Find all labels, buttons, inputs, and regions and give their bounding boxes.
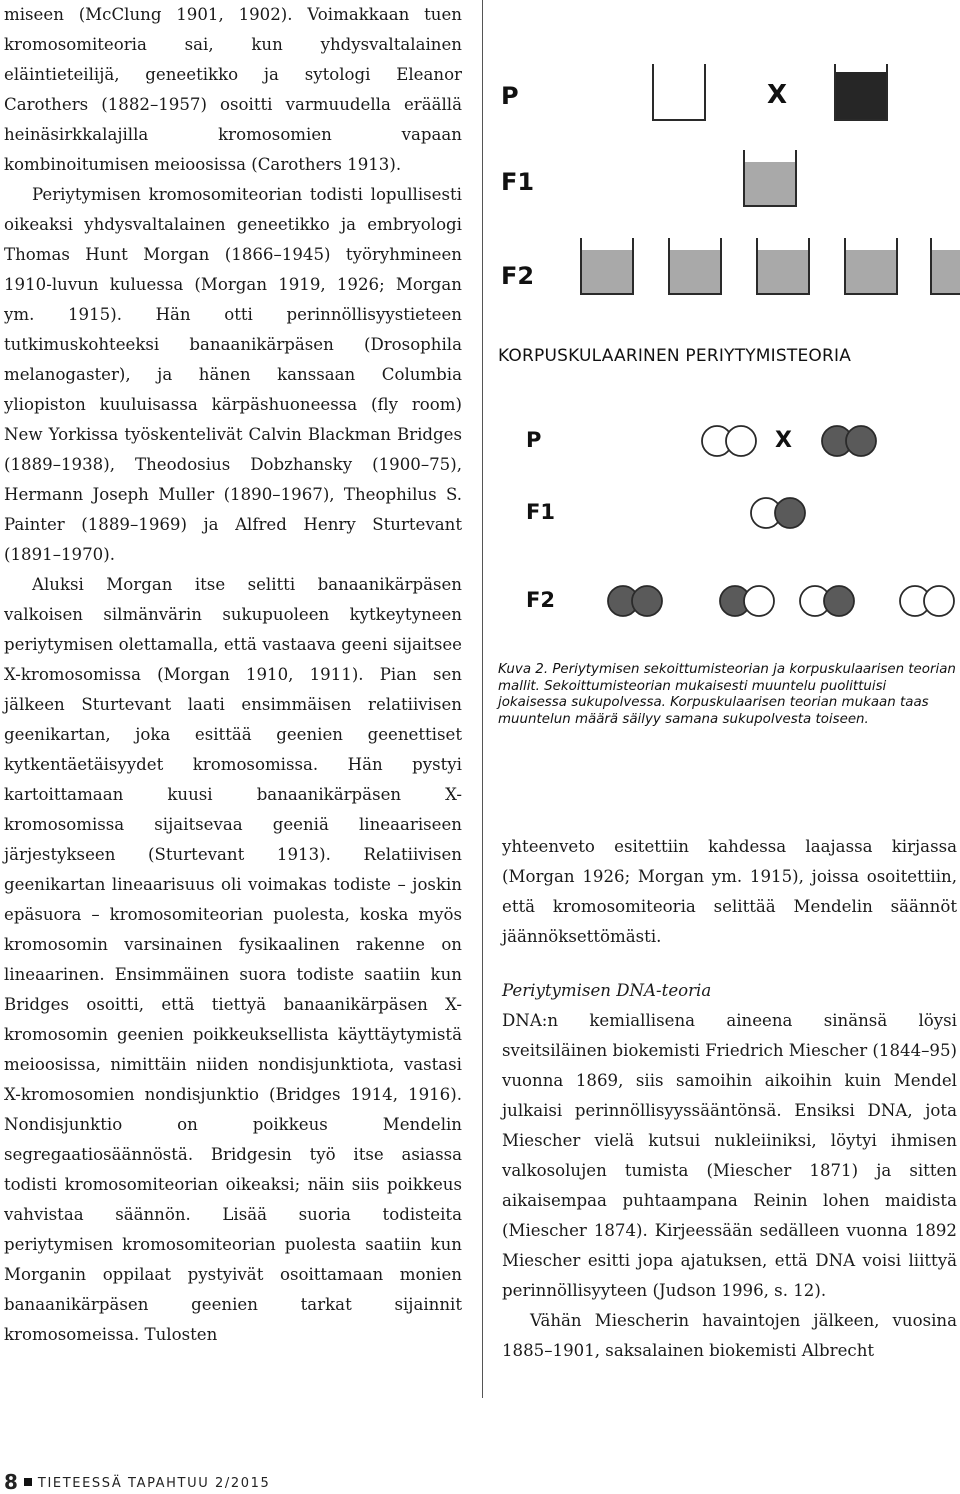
page-number: 8 [4,1470,18,1494]
beaker-fill-mid [669,250,721,294]
blending-f1-label: F1 [501,168,535,196]
paragraph-albrecht: Vähän Miescherin havaintojen jälkeen, vuosina 1885–1901, saksalainen biokemisti Albrecht [502,1311,957,1360]
figure-caption: Kuva 2. Periytymisen sekoittumisteorian ja korpuskulaarisen teorian mallit. Sekoittumisteorian mukaisesti muuntelu puolittuisi jokaisessa sukupolvessa. Korpuskulaarisen teorian mukaan taas muuntelun määrä säilyy samana sukupolvesta toiseen. [498,662,956,727]
beaker-p-dark [835,64,887,120]
corpuscular-diagram [495,400,960,660]
allele-circle-dark [824,586,854,616]
paragraph-morgan: Periytymisen kromosomiteorian todisti lopullisesti oikeaksi yhdysvaltalainen geneetikko ja embryologi Thomas Hunt Morgan (1866–1945) työryhmineen 1910-luvun kuluessa (Morgan 1919, 1926; Morgan ym. 1915). Hän otti perinnöllisyystieteen tutkimuskohteeksi banaanikärpäsen (Drosophila melanogaster), ja hänen kanssaan Columbia yliopiston kuuluisassa kärpäshuoneessa (fly room) New Yorkissa työskentelivät Calvin Blackman Bridges (1889–1938), Theodosius Dobzhansky (1900–75), Hermann Joseph Muller (1890–1967), Theophilus S. Painter (1889–1969) ja Alfred Henry Sturtevant (1891–1970). [4,185,462,564]
publication-name: TIETEESSÄ TAPAHTUU 2/2015 [37,1476,271,1491]
beaker-fill-mid [931,250,960,294]
corpuscular-heading: KORPUSKULAARINEN PERIYTYMISTEORIA [498,346,852,366]
square-bullet-icon [24,1478,32,1486]
beaker-fill-dark [835,72,887,120]
left-column [4,0,462,1350]
paragraph-miescher: DNA:n kemiallisena aineena sinänsä löysi sveitsiläinen biokemisti Friedrich Miescher (1844–95) vuonna 1869, siis samoihin aikoihin kuin Mendel julkaisi perinnöllisyyssääntönsä. Ensiksi DNA, jota Miescher vielä kutsui nukleiiniksi, löytyi ihmisen valkosolujen tumista (Miescher 1871) ja sitten aikaisempaa puhtaampana Reinin lohen maidista (Miescher 1874). Kirjeessään sedälleen vuonna 1892 Miescher esitti jopa ajatuksen, että DNA voisi liittyä perinnöllisyyteen (Judson 1996, s. 12). [502,1011,958,1300]
corpuscular-cross-label: X [775,428,792,453]
paragraph-sturtevant: Aluksi Morgan itse selitti banaanikärpäsen valkoisen silmänvärin sukupuoleen kytkeytyneen periytymisen olettamalla, että vastaava geeni sijaitsee X-kromosomissa (Morgan 1910, 1911). Pian sen jälkeen Sturtevant laati ensimmäisen relatiivisen geenikartan, joka esittää geenien geenettiset kytkentäetäisyydet kromosomissa. Hän pystyi kartoittamaan kuusi banaanikärpäsen X-kromosomissa sijaitsevaa geeniä lineaariseen järjestykseen (Sturtevant 1913). Relatiivisen geenikartan lineaarisuus oli voimakas todiste – joskin epäsuora – kromosomiteorian puolesta, koska myös kromosomin varsinainen fysikaalinen rakenne on lineaarinen. Ensimmäinen suora todiste saatiin kun Bridges osoitti, että tiettyä banaanikärpäsen X-kromosomin geenien poikkeuksellista käyttäytymistä meioosissa, nimittäin niiden nondisjunktiota, vastasi X-kromosomien nondisjunktio (Bridges 1914, 1916). Nondisjunktio on poikkeus Mendelin segregaatiosäännöstä. Bridgesin työ itse asiassa todisti kromosomiteorian oikeaksi; näin siis poikkeus vahvistaa säännön. Lisää suoria todisteita periytymisen kromosomiteorian puolesta saatiin kun Morganin oppilaat pystyivät osoittamaan monien banaanikärpäsen geenien tarkat sijainnit kromosomeissa. Tulosten [4,575,462,1344]
beaker-f2-5 [931,238,960,294]
beaker-fill-mid [744,162,796,206]
corpuscular-p-label: P [526,428,542,452]
blending-f2-label: F2 [501,262,535,290]
beaker-fill-mid [757,250,809,294]
allele-circle-white [726,426,756,456]
paragraph-summary: yhteenveto esitettiin kahdessa laajassa kirjassa (Morgan 1926; Morgan ym. 1915), joissa osoitettiin, että kromosomiteoria selittää Mendelin säännöt jäännöksettömästi. [502,837,957,946]
beaker-p-white [653,64,705,120]
section-subheading: Periytymisen DNA-teoria [502,981,712,1000]
allele-circle-white [744,586,774,616]
page-footer [4,1470,270,1494]
blending-diagram [495,0,960,330]
allele-circle-white [924,586,954,616]
blending-p-label: P [501,82,519,110]
allele-circle-dark [632,586,662,616]
beaker-f2-3 [757,238,809,294]
beaker-f2-4 [845,238,897,294]
figure-inheritance-models [495,0,960,800]
beaker-fill-mid [845,250,897,294]
blending-cross-label: X [767,80,788,110]
beaker-fill-white [653,70,705,120]
beaker-fill-mid [581,250,633,294]
paragraph-carothers: miseen (McClung 1901, 1902). Voimakkaan tuen kromosomiteoria sai, kun yhdysvaltalainen eläintieteilijä, geneetikko ja sytologi Eleanor Carothers (1882–1957) osoitti varmuudella eräällä heinäsirkkalajilla kromosomien vapaan kombinoitumisen meioosissa (Carothers 1913). [4,5,462,174]
corpuscular-f2-label: F2 [526,588,555,612]
corpuscular-f1-label: F1 [526,500,555,524]
beaker-f2-2 [669,238,721,294]
right-column [502,832,957,1366]
beaker-f1 [744,150,796,206]
allele-circle-dark [775,498,805,528]
beaker-f2-1 [581,238,633,294]
column-divider [482,0,483,1398]
allele-circle-dark [846,426,876,456]
